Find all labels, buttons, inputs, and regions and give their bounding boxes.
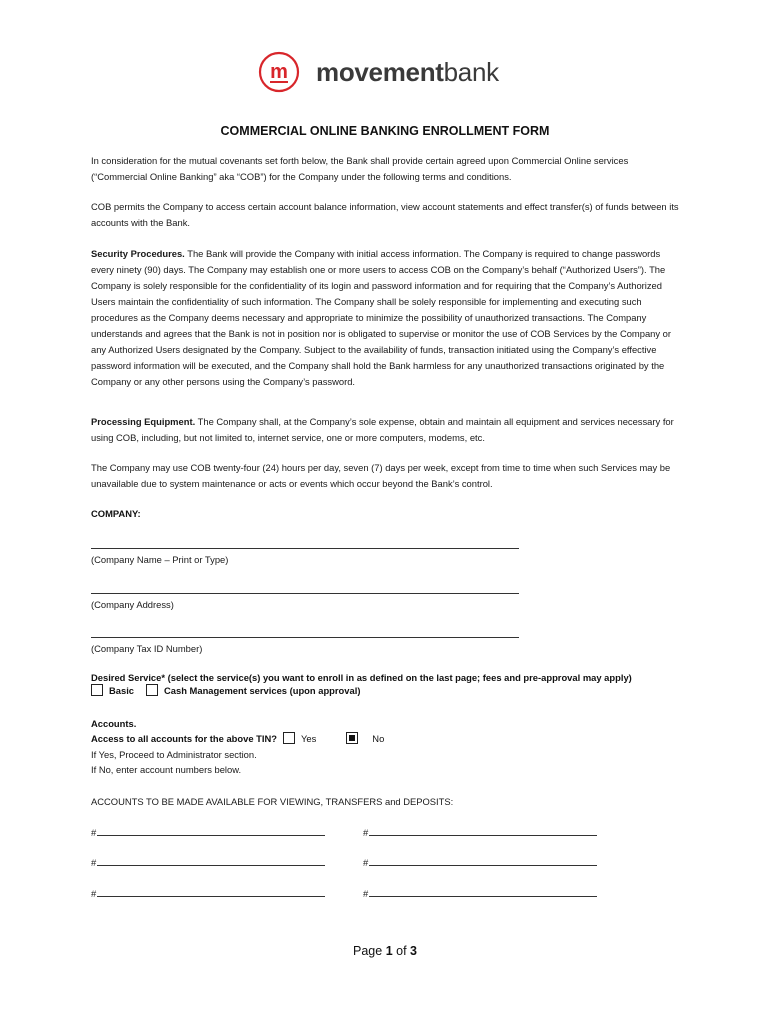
page-number: Page 1 of 3 <box>353 944 417 958</box>
processing-paragraph <box>91 414 683 446</box>
hours-paragraph: The Company may use COB twenty-four (24) hours per day, seven (7) days per week, except from time to time when such Services may be unavailable due to system maintenance or acts or events which occur beyond the Bank’s control. <box>91 462 671 489</box>
company-address-line[interactable] <box>91 593 519 594</box>
company-taxid-line[interactable] <box>91 637 519 638</box>
form-title: COMMERCIAL ONLINE BANKING ENROLLMENT FORM <box>220 124 550 138</box>
security-body: The Bank will provide the Company with initial access information. The Company is required to change passwords every ninety (90) days. The Company may establish one or more users to access COB on the Company’s behalf (“Authorized Users”). The Company is solely responsible for the confidentiality of its login and password information and for requiring that the Company’s Authorized Users maintain the confidentiality of such information. The Company shall be solely responsible for implementing and executing such procedures as the Company deems necessary and appropriate to minimize the possibility of unauthorized transactions. The Company understands and agrees that the Bank is not in position nor is obligated to supervise or monitor the use of COB Services by the Company or any Authorized Users designated by the Company. Subject to the availability of funds, transaction initiated using the Company’s effective password information will be executed, and the Company shall hold the Bank harmless for any unauthorized transactions originated by the Company or any other persons using the Company’s password. <box>91 248 672 387</box>
if-no-instruction: If No, enter account numbers below. <box>91 764 242 775</box>
yes-label: Yes <box>301 732 317 744</box>
cash-management-checkbox[interactable] <box>146 684 158 696</box>
all-accounts-question-row <box>91 732 384 744</box>
intro-paragraph: In consideration for the mutual covenants set forth below, the Bank shall provide certain agreed upon Commercial Online services (“Commercial Online Banking” aka “COB”) for the Company under the following terms and conditions. <box>91 155 629 182</box>
account-number-field-3[interactable]: # <box>91 856 325 868</box>
company-label: COMPANY: <box>91 508 141 519</box>
processing-heading: Processing Equipment. <box>91 416 196 427</box>
account-number-field-5[interactable]: # <box>91 887 325 899</box>
basic-label: Basic <box>109 684 135 696</box>
accounts-available-label: ACCOUNTS TO BE MADE AVAILABLE FOR VIEWING, TRANSFERS and DEPOSITS: <box>91 796 454 807</box>
security-paragraph <box>91 246 683 390</box>
account-number-field-4[interactable]: # <box>363 856 597 868</box>
cob-paragraph: COB permits the Company to access certain account balance information, view account statements and effect transfer(s) of funds between its accounts with the Bank. <box>91 201 679 228</box>
processing-body: The Company shall, at the Company’s sole expense, obtain and maintain all equipment and services necessary for using COB, including, but not limited to, internet service, one or more computers, modems, etc. <box>91 416 674 443</box>
account-number-field-2[interactable]: # <box>363 826 597 838</box>
movement-bank-logo <box>258 48 499 96</box>
account-number-field-1[interactable]: # <box>91 826 325 838</box>
basic-checkbox[interactable] <box>91 684 103 696</box>
account-number-field-6[interactable]: # <box>363 887 597 899</box>
yes-checkbox[interactable] <box>283 732 295 744</box>
company-name-caption: (Company Name – Print or Type) <box>91 554 229 565</box>
company-address-caption: (Company Address) <box>91 599 174 610</box>
company-name-line[interactable] <box>91 548 519 549</box>
all-accounts-question: Access to all accounts for the above TIN? <box>91 732 277 744</box>
service-options <box>91 684 360 696</box>
logo-mark-icon <box>258 51 300 93</box>
desired-service-label: Desired Service* (select the service(s) you want to enroll in as defined on the last page; fees and pre-approval may apply) <box>91 672 632 683</box>
svg-text:m: m <box>270 61 288 83</box>
security-heading: Security Procedures. <box>91 248 185 259</box>
brand-name: movementbank <box>316 56 499 87</box>
if-yes-instruction: If Yes, Proceed to Administrator section. <box>91 749 257 760</box>
company-taxid-caption: (Company Tax ID Number) <box>91 643 203 654</box>
accounts-heading: Accounts. <box>91 718 137 729</box>
no-label: No <box>372 732 385 744</box>
cash-management-label: Cash Management services (upon approval) <box>164 684 361 696</box>
no-checkbox[interactable] <box>346 732 358 744</box>
